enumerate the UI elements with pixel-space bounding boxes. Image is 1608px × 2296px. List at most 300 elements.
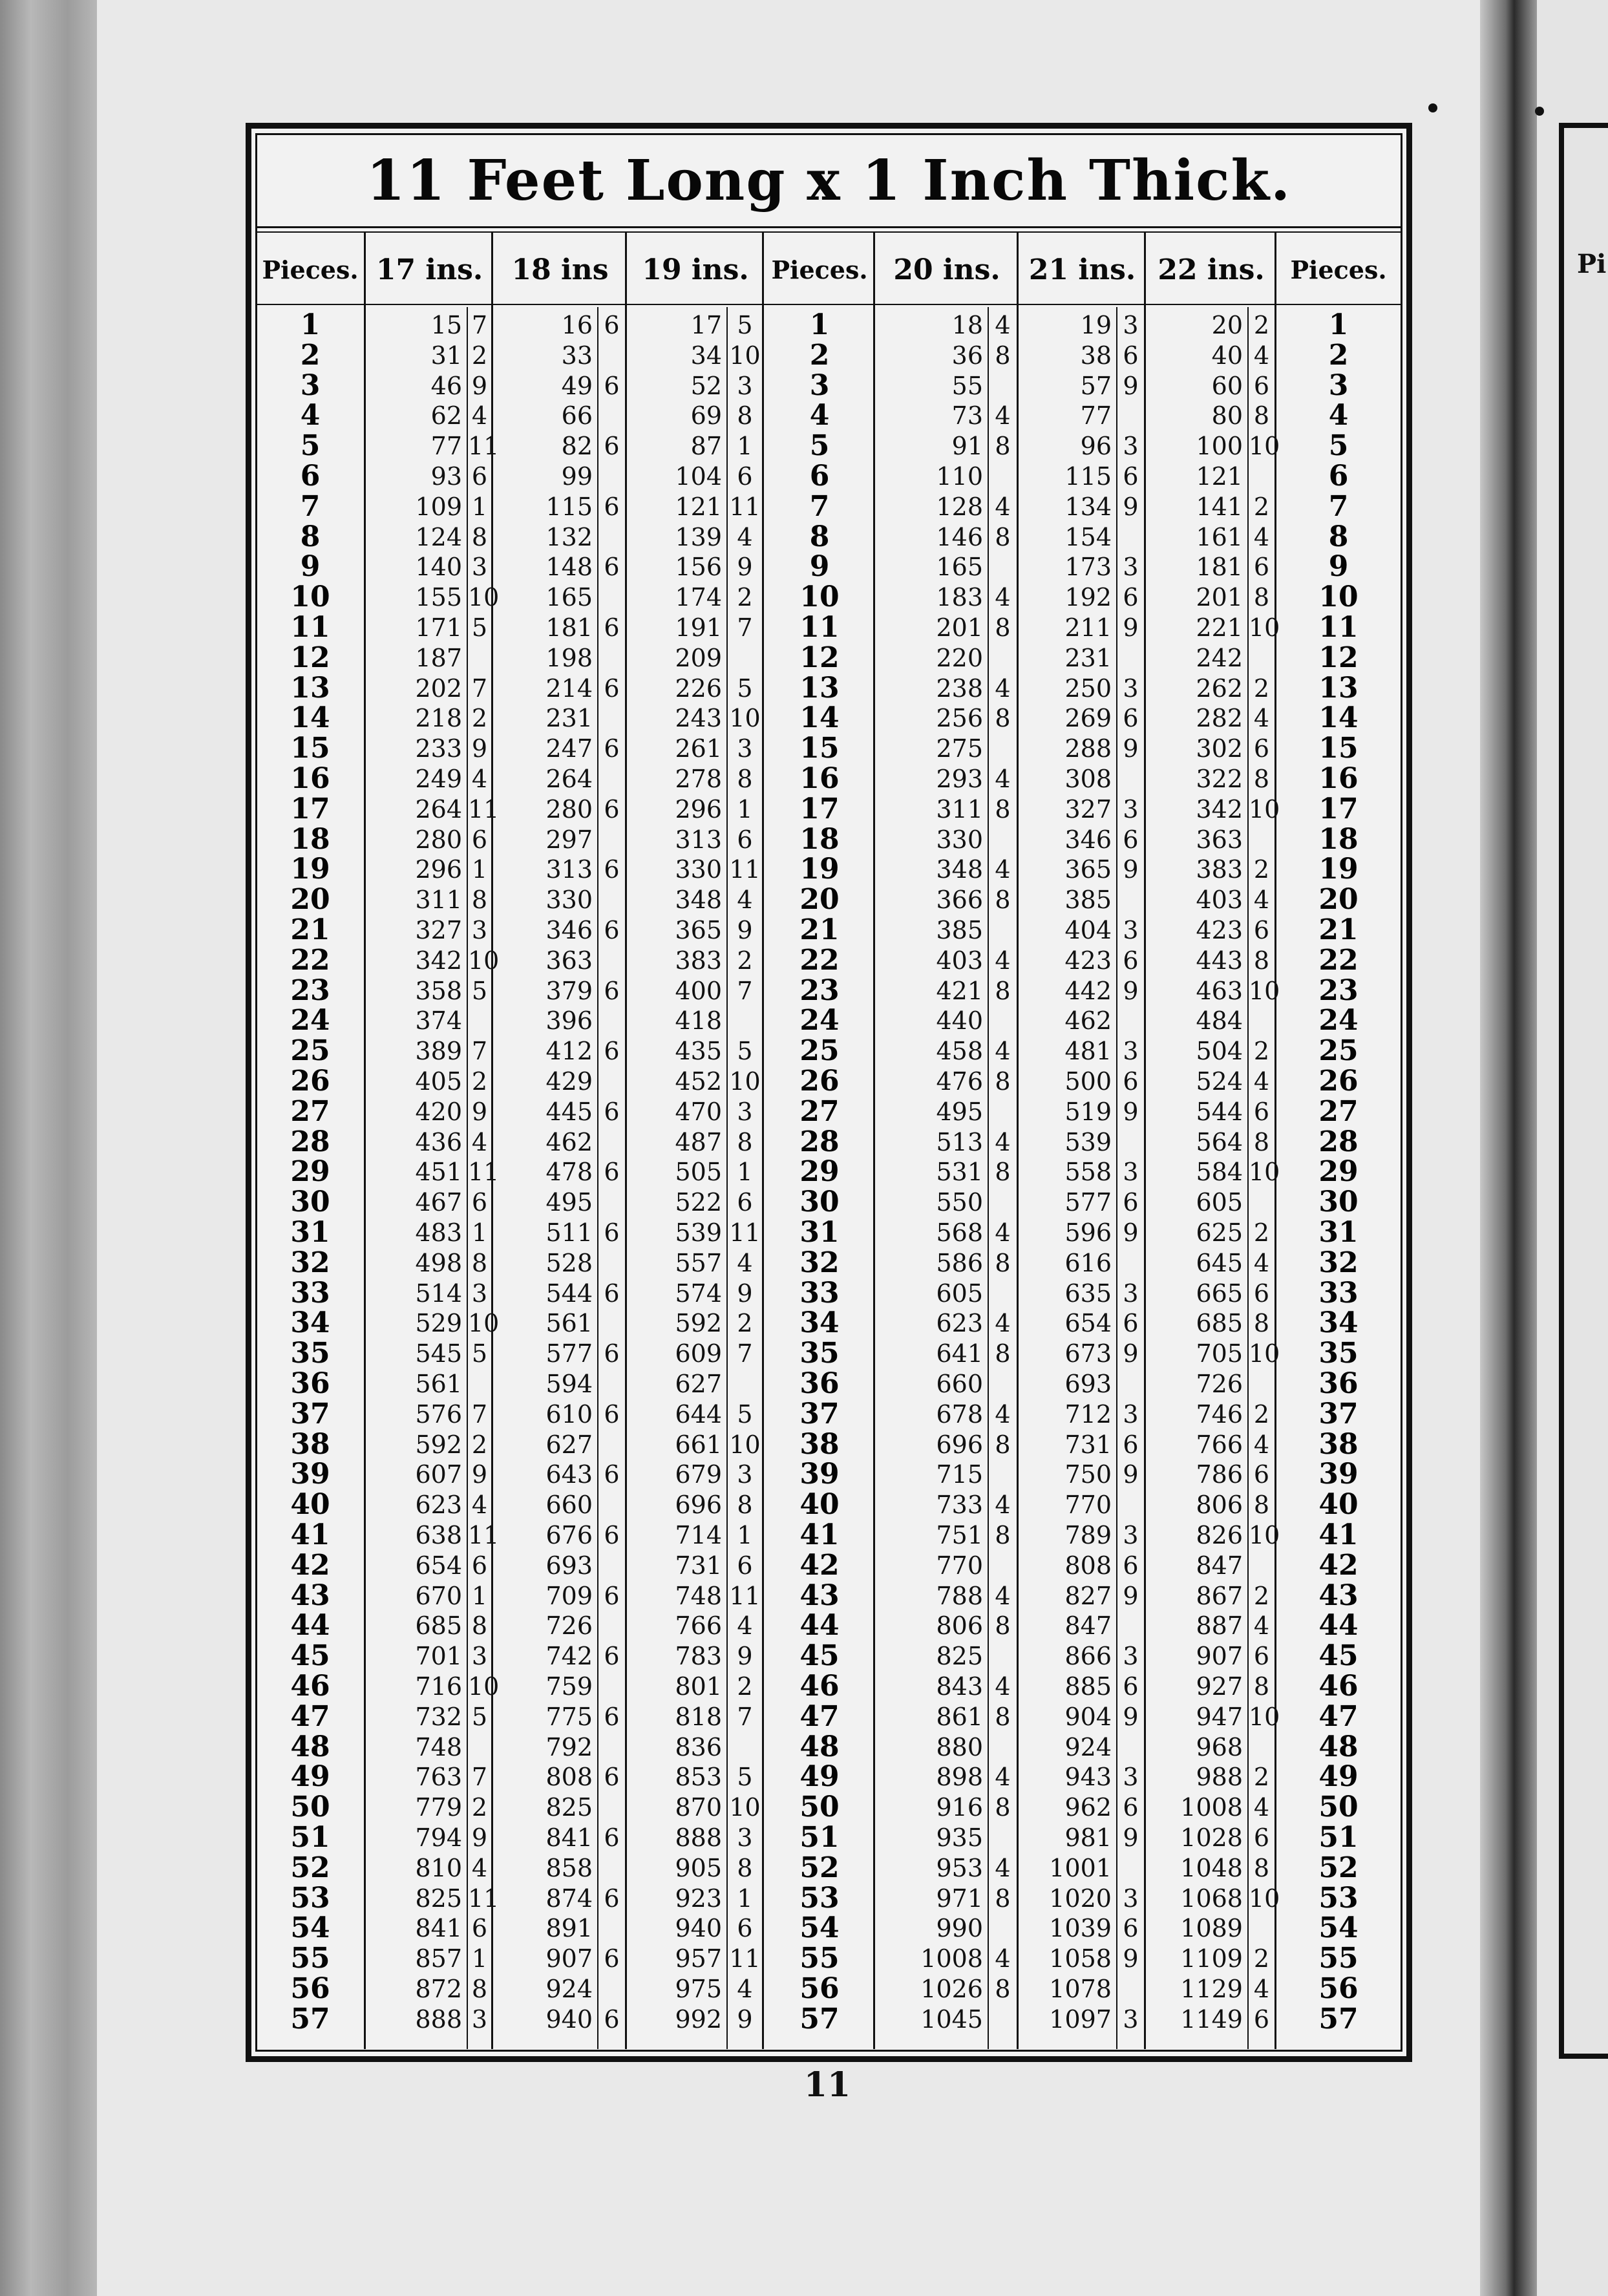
- cell-pieces-left: 36: [290, 1367, 330, 1400]
- cell-17in-feet: 46: [430, 371, 462, 400]
- cell-20in-feet: 568: [936, 1218, 983, 1247]
- cell-pieces-middle: 24: [799, 1004, 840, 1037]
- cell-18in-inches: 6: [604, 1158, 620, 1187]
- cell-21in-inches: 6: [1123, 462, 1139, 491]
- cell-22in-inches: 6: [1253, 1823, 1270, 1852]
- cell-21in-inches: 9: [1123, 1823, 1139, 1852]
- cell-21in-inches: 3: [1123, 1037, 1139, 1066]
- cell-pieces-left: 27: [290, 1094, 330, 1128]
- cell-pieces-right: 20: [1318, 883, 1359, 917]
- cell-pieces-right: 53: [1318, 1881, 1359, 1915]
- cell-17in-feet: 498: [415, 1248, 462, 1277]
- cell-pieces-right: 44: [1318, 1609, 1359, 1642]
- cell-20in-feet: 220: [936, 643, 983, 672]
- cell-pieces-right: 8: [1328, 520, 1349, 553]
- cell-20in-inches: 8: [995, 1702, 1011, 1731]
- cell-20in-feet: 678: [936, 1399, 983, 1429]
- cell-pieces-left: 9: [300, 550, 321, 584]
- cell-19in-inches: 8: [737, 1491, 753, 1520]
- cell-17in-inches: 11: [468, 794, 500, 824]
- cell-18in-inches: 6: [604, 1702, 620, 1731]
- cell-21in-feet: 346: [1064, 825, 1112, 854]
- cell-pieces-middle: 28: [799, 1125, 840, 1158]
- cell-pieces-middle: 5: [809, 429, 830, 463]
- table-row: [0, 1460, 1608, 1490]
- cell-pieces-middle: 21: [799, 913, 840, 946]
- cell-22in-feet: 282: [1196, 704, 1243, 733]
- cell-pieces-left: 51: [290, 1821, 330, 1854]
- cell-21in-inches: 3: [1123, 1399, 1139, 1429]
- cell-20in-feet: 403: [936, 946, 983, 975]
- cell-21in-inches: 3: [1123, 311, 1139, 339]
- cell-pieces-right: 48: [1318, 1730, 1359, 1763]
- cell-pieces-middle: 43: [799, 1578, 840, 1612]
- cell-21in-feet: 866: [1064, 1642, 1112, 1671]
- cell-pieces-left: 43: [290, 1578, 330, 1612]
- cell-22in-inches: 10: [1249, 432, 1280, 461]
- cell-20in-inches: 8: [995, 1158, 1011, 1187]
- cell-pieces-middle: 18: [799, 822, 840, 856]
- cell-22in-feet: 504: [1196, 1037, 1243, 1066]
- cell-pieces-middle: 50: [799, 1791, 840, 1824]
- cell-21in-inches: 9: [1123, 1339, 1139, 1368]
- cell-pieces-middle: 3: [809, 368, 830, 402]
- cell-pieces-middle: 12: [799, 641, 840, 674]
- cell-17in-inches: 8: [471, 1248, 488, 1277]
- cell-22in-inches: 10: [1249, 794, 1280, 824]
- cell-20in-feet: 751: [936, 1521, 983, 1549]
- table-row: [0, 973, 1608, 1007]
- cell-17in-inches: 1: [471, 855, 488, 884]
- cell-20in-feet: 971: [936, 1884, 983, 1913]
- cell-17in-feet: 389: [415, 1037, 462, 1066]
- cell-pieces-right: 10: [1318, 580, 1359, 614]
- cell-17in-inches: 3: [471, 916, 488, 944]
- cell-18in-inches: 6: [604, 916, 620, 944]
- cell-pieces-left: 19: [290, 853, 330, 886]
- cell-18in-inches: 6: [604, 855, 620, 884]
- cell-18in-inches: 6: [604, 674, 620, 703]
- cell-17in-feet: 794: [415, 1823, 462, 1852]
- cell-22in-inches: 4: [1253, 704, 1270, 733]
- cell-21in-feet: 962: [1064, 1793, 1112, 1822]
- cell-17in-inches: 4: [471, 1853, 488, 1882]
- cell-17in-feet: 420: [415, 1097, 462, 1126]
- cell-19in-inches: 5: [737, 1763, 753, 1792]
- cell-21in-feet: 115: [1064, 462, 1112, 491]
- cell-pieces-left: 3: [300, 368, 321, 402]
- cell-19in-feet: 836: [675, 1732, 722, 1761]
- cell-17in-inches: 2: [471, 704, 488, 733]
- cell-pieces-middle: 16: [799, 762, 840, 795]
- cell-19in-inches: 10: [729, 704, 761, 733]
- cell-17in-feet: 561: [415, 1370, 462, 1398]
- cell-18in-feet: 66: [561, 401, 593, 430]
- cell-pieces-middle: 1: [809, 308, 830, 341]
- cell-22in-inches: 4: [1253, 522, 1270, 551]
- cell-22in-feet: 80: [1211, 401, 1243, 430]
- cell-22in-inches: 8: [1253, 1127, 1270, 1156]
- cell-pieces-left: 30: [290, 1185, 330, 1219]
- cell-18in-feet: 792: [545, 1732, 593, 1761]
- table-row: [0, 822, 1608, 856]
- cell-pieces-middle: 7: [809, 489, 830, 523]
- cell-20in-inches: 4: [995, 1309, 1011, 1338]
- cell-18in-inches: 6: [604, 311, 620, 339]
- cell-17in-inches: 5: [471, 1339, 488, 1368]
- cell-18in-inches: 6: [604, 613, 620, 642]
- cell-18in-feet: 544: [545, 1279, 593, 1308]
- cell-20in-inches: 4: [995, 1853, 1011, 1882]
- cell-19in-feet: 783: [675, 1642, 722, 1671]
- cell-22in-feet: 907: [1196, 1642, 1243, 1671]
- cell-pieces-left: 41: [290, 1518, 330, 1551]
- cell-19in-inches: 11: [729, 1218, 761, 1247]
- cell-pieces-left: 56: [290, 1972, 330, 2005]
- cell-20in-inches: 8: [995, 1521, 1011, 1549]
- cell-17in-inches: 9: [471, 1097, 488, 1126]
- cell-17in-inches: 4: [471, 765, 488, 793]
- cell-17in-feet: 187: [415, 643, 462, 672]
- cell-18in-feet: 759: [545, 1672, 593, 1701]
- cell-17in-inches: 9: [471, 734, 488, 763]
- cell-21in-feet: 789: [1064, 1521, 1112, 1549]
- cell-20in-feet: 440: [936, 1006, 983, 1036]
- ink-speck: [1428, 103, 1437, 112]
- cell-21in-inches: 9: [1123, 1218, 1139, 1247]
- cell-18in-feet: 99: [561, 462, 593, 491]
- cell-17in-feet: 327: [415, 916, 462, 944]
- cell-22in-inches: 4: [1253, 1975, 1270, 2003]
- table-row: [0, 1520, 1608, 1551]
- table-row: [0, 1699, 1608, 1733]
- cell-18in-inches: 6: [604, 553, 620, 582]
- cell-18in-inches: 6: [604, 492, 620, 521]
- cell-pieces-middle: 56: [799, 1972, 840, 2005]
- cell-17in-feet: 857: [415, 1944, 462, 1973]
- cell-pieces-right: 25: [1318, 1034, 1359, 1068]
- cell-21in-feet: 1078: [1049, 1975, 1112, 2003]
- cell-22in-inches: 2: [1253, 492, 1270, 521]
- cell-20in-inches: 4: [995, 311, 1011, 339]
- cell-pieces-middle: 48: [799, 1730, 840, 1763]
- cell-21in-inches: 3: [1123, 432, 1139, 461]
- cell-18in-feet: 907: [545, 1944, 593, 1973]
- cell-pieces-right: 43: [1318, 1578, 1359, 1612]
- cell-19in-feet: 365: [675, 916, 722, 944]
- cell-17in-inches: 4: [471, 401, 488, 430]
- cell-19in-inches: 9: [737, 916, 753, 944]
- cell-21in-feet: 827: [1064, 1581, 1112, 1610]
- cell-20in-feet: 348: [936, 855, 983, 884]
- cell-pieces-right: 55: [1318, 1942, 1359, 1975]
- cell-22in-inches: 4: [1253, 1793, 1270, 1822]
- cell-18in-feet: 891: [545, 1914, 593, 1943]
- cell-22in-feet: 141: [1196, 492, 1243, 521]
- cell-20in-inches: 4: [995, 583, 1011, 612]
- cell-17in-feet: 467: [415, 1188, 462, 1217]
- cell-18in-feet: 429: [545, 1067, 593, 1096]
- cell-17in-feet: 607: [415, 1460, 462, 1489]
- cell-18in-inches: 6: [604, 1097, 620, 1126]
- cell-21in-inches: 9: [1123, 1702, 1139, 1731]
- cell-22in-inches: 6: [1253, 1460, 1270, 1489]
- cell-pieces-middle: 46: [799, 1670, 840, 1703]
- cell-22in-inches: 6: [1253, 734, 1270, 763]
- cell-20in-feet: 311: [936, 794, 983, 824]
- cell-20in-feet: 531: [936, 1158, 983, 1187]
- cell-pieces-right: 18: [1318, 822, 1359, 856]
- cell-22in-inches: 2: [1253, 1037, 1270, 1066]
- cell-20in-feet: 953: [936, 1853, 983, 1882]
- title-rule-2: [255, 231, 1402, 233]
- cell-17in-feet: 529: [415, 1309, 462, 1338]
- cell-17in-inches: 2: [471, 341, 488, 370]
- cell-pieces-middle: 52: [799, 1851, 840, 1884]
- cell-17in-feet: 514: [415, 1279, 462, 1308]
- cell-17in-inches: 7: [471, 674, 488, 703]
- cell-19in-feet: 505: [675, 1158, 722, 1187]
- cell-22in-feet: 947: [1196, 1702, 1243, 1731]
- cell-pieces-middle: 31: [799, 1216, 840, 1249]
- cell-20in-feet: 513: [936, 1127, 983, 1156]
- cell-20in-inches: 8: [995, 1975, 1011, 2003]
- cell-22in-inches: 2: [1253, 1218, 1270, 1247]
- cell-17in-feet: 249: [415, 765, 462, 793]
- cell-19in-feet: 870: [675, 1793, 722, 1822]
- cell-18in-feet: 49: [561, 371, 593, 400]
- cell-19in-inches: 11: [729, 855, 761, 884]
- cell-pieces-middle: 53: [799, 1881, 840, 1915]
- table-row: [0, 1187, 1608, 1218]
- cell-21in-inches: 9: [1123, 1944, 1139, 1973]
- cell-17in-feet: 233: [415, 734, 462, 763]
- cell-18in-feet: 693: [545, 1551, 593, 1580]
- cell-pieces-left: 25: [290, 1034, 330, 1068]
- cell-pieces-left: 26: [290, 1065, 330, 1098]
- cell-20in-inches: 8: [995, 886, 1011, 915]
- cell-17in-feet: 15: [430, 311, 462, 339]
- cell-19in-inches: 7: [737, 1702, 753, 1731]
- cell-22in-inches: 2: [1253, 855, 1270, 884]
- cell-19in-feet: 313: [675, 825, 722, 854]
- cell-17in-inches: 5: [471, 1702, 488, 1731]
- cell-22in-inches: 10: [1249, 1158, 1280, 1187]
- cell-pieces-middle: 2: [809, 338, 830, 372]
- cell-pieces-left: 34: [290, 1306, 330, 1340]
- cell-20in-feet: 935: [936, 1823, 983, 1852]
- cell-22in-inches: 10: [1249, 1702, 1280, 1731]
- cell-22in-feet: 705: [1196, 1339, 1243, 1368]
- cell-22in-inches: 4: [1253, 886, 1270, 915]
- cell-pieces-right: 14: [1318, 701, 1359, 735]
- cell-19in-feet: 888: [675, 1823, 722, 1852]
- cell-21in-feet: 134: [1064, 492, 1112, 521]
- cell-17in-feet: 483: [415, 1218, 462, 1247]
- table-row: [0, 1369, 1608, 1399]
- cell-pieces-left: 23: [290, 973, 330, 1007]
- cell-21in-feet: 96: [1080, 432, 1112, 461]
- cell-19in-feet: 766: [675, 1611, 722, 1641]
- cell-17in-inches: 1: [471, 1944, 488, 1973]
- cell-19in-inches: 1: [737, 1521, 753, 1549]
- cell-22in-inches: 6: [1253, 1097, 1270, 1126]
- cell-17in-inches: 11: [468, 1884, 500, 1913]
- cell-17in-feet: 779: [415, 1793, 462, 1822]
- cell-pieces-left: 21: [290, 913, 330, 946]
- cell-19in-feet: 226: [675, 674, 722, 703]
- cell-17in-inches: 6: [471, 1188, 488, 1217]
- cell-17in-feet: 155: [415, 583, 462, 612]
- cell-19in-feet: 940: [675, 1914, 722, 1943]
- cell-17in-inches: 10: [468, 1309, 500, 1338]
- cell-20in-feet: 36: [951, 341, 983, 370]
- cell-22in-feet: 867: [1196, 1581, 1243, 1610]
- cell-22in-inches: 8: [1253, 583, 1270, 612]
- cell-20in-feet: 18: [951, 311, 983, 339]
- cell-17in-inches: 6: [471, 462, 488, 491]
- cell-21in-feet: 250: [1064, 674, 1112, 703]
- table-row: [0, 915, 1608, 946]
- cell-pieces-left: 45: [290, 1639, 330, 1673]
- cell-21in-feet: 577: [1064, 1188, 1112, 1217]
- cell-21in-inches: 9: [1123, 1097, 1139, 1126]
- cell-pieces-middle: 40: [799, 1488, 840, 1522]
- cell-19in-inches: 9: [737, 1642, 753, 1671]
- cell-22in-inches: 8: [1253, 765, 1270, 793]
- cell-22in-feet: 625: [1196, 1218, 1243, 1247]
- cell-20in-feet: 330: [936, 825, 983, 854]
- cell-pieces-middle: 37: [799, 1397, 840, 1430]
- cell-19in-feet: 87: [690, 432, 722, 461]
- table-row: [0, 1762, 1608, 1792]
- cell-pieces-left: 18: [290, 822, 330, 856]
- cell-pieces-right: 52: [1318, 1851, 1359, 1884]
- cell-pieces-left: 29: [290, 1155, 330, 1189]
- table-row: [0, 1218, 1608, 1248]
- cell-pieces-middle: 6: [809, 460, 830, 493]
- next-page-header-fragment: Pi: [1577, 249, 1607, 279]
- cell-pieces-right: 40: [1318, 1488, 1359, 1522]
- cell-pieces-left: 1: [300, 308, 321, 341]
- cell-21in-feet: 904: [1064, 1702, 1112, 1731]
- cell-17in-feet: 93: [430, 462, 462, 491]
- cell-18in-inches: 6: [604, 1581, 620, 1610]
- cell-20in-feet: 238: [936, 674, 983, 703]
- cell-22in-inches: 6: [1253, 1642, 1270, 1671]
- cell-22in-feet: 423: [1196, 916, 1243, 944]
- cell-pieces-middle: 42: [799, 1548, 840, 1582]
- cell-17in-feet: 311: [415, 886, 462, 915]
- cell-19in-inches: 6: [737, 1188, 753, 1217]
- cell-20in-feet: 91: [951, 432, 983, 461]
- cell-19in-inches: 3: [737, 371, 753, 400]
- cell-17in-inches: 10: [468, 1672, 500, 1701]
- cell-20in-feet: 586: [936, 1248, 983, 1277]
- cell-19in-feet: 801: [675, 1672, 722, 1701]
- cell-19in-feet: 714: [675, 1521, 722, 1549]
- cell-21in-feet: 539: [1064, 1127, 1112, 1156]
- cell-19in-feet: 923: [675, 1884, 722, 1913]
- cell-22in-feet: 463: [1196, 976, 1243, 1005]
- cell-21in-inches: 9: [1123, 492, 1139, 521]
- cell-17in-feet: 109: [415, 492, 462, 521]
- cell-20in-inches: 4: [995, 946, 1011, 975]
- cell-22in-feet: 262: [1196, 674, 1243, 703]
- cell-21in-feet: 231: [1064, 643, 1112, 672]
- cell-22in-feet: 100: [1196, 432, 1243, 461]
- cell-19in-inches: 1: [737, 794, 753, 824]
- cell-17in-feet: 716: [415, 1672, 462, 1701]
- cell-22in-feet: 927: [1196, 1672, 1243, 1701]
- cell-22in-inches: 2: [1253, 1581, 1270, 1610]
- cell-20in-inches: 8: [995, 794, 1011, 824]
- cell-19in-feet: 261: [675, 734, 722, 763]
- cell-pieces-middle: 9: [809, 550, 830, 584]
- cell-17in-feet: 701: [415, 1642, 462, 1671]
- cell-pieces-left: 24: [290, 1004, 330, 1037]
- cell-18in-inches: 6: [604, 1037, 620, 1066]
- cell-17in-feet: 670: [415, 1581, 462, 1610]
- cell-18in-inches: 6: [604, 1884, 620, 1913]
- table-row: [0, 1490, 1608, 1520]
- cell-pieces-left: 35: [290, 1337, 330, 1370]
- cell-19in-feet: 418: [675, 1006, 722, 1036]
- cell-17in-feet: 451: [415, 1158, 462, 1187]
- cell-pieces-left: 8: [300, 520, 321, 553]
- cell-18in-feet: 396: [545, 1006, 593, 1036]
- cell-19in-feet: 296: [675, 794, 722, 824]
- cell-22in-feet: 524: [1196, 1067, 1243, 1096]
- cell-pieces-right: 51: [1318, 1821, 1359, 1854]
- cell-19in-feet: 34: [690, 341, 722, 370]
- cell-18in-inches: 6: [604, 371, 620, 400]
- cell-pieces-middle: 11: [799, 611, 840, 644]
- cell-17in-feet: 654: [415, 1551, 462, 1580]
- cell-18in-feet: 594: [545, 1370, 593, 1398]
- cell-22in-feet: 20: [1211, 311, 1243, 339]
- cell-20in-feet: 128: [936, 492, 983, 521]
- cell-21in-feet: 885: [1064, 1672, 1112, 1701]
- cell-22in-inches: 4: [1253, 1611, 1270, 1641]
- cell-19in-inches: 10: [729, 1430, 761, 1459]
- cell-17in-feet: 576: [415, 1399, 462, 1429]
- cell-20in-inches: 4: [995, 1763, 1011, 1792]
- cell-18in-feet: 841: [545, 1823, 593, 1852]
- cell-19in-inches: 6: [737, 1914, 753, 1943]
- cell-pieces-left: 11: [290, 611, 330, 644]
- cell-17in-feet: 825: [415, 1884, 462, 1913]
- cell-19in-inches: 1: [737, 1158, 753, 1187]
- cell-18in-feet: 874: [545, 1884, 593, 1913]
- cell-22in-inches: 2: [1253, 1399, 1270, 1429]
- cell-19in-inches: 8: [737, 1127, 753, 1156]
- cell-18in-feet: 495: [545, 1188, 593, 1217]
- page-number: 11: [803, 2065, 851, 2105]
- cell-pieces-right: 39: [1318, 1458, 1359, 1491]
- cell-20in-inches: 4: [995, 1127, 1011, 1156]
- table-row: [0, 1276, 1608, 1310]
- cell-22in-feet: 242: [1196, 643, 1243, 672]
- cell-pieces-right: 31: [1318, 1216, 1359, 1249]
- cell-pieces-right: 37: [1318, 1397, 1359, 1430]
- cell-17in-feet: 872: [415, 1975, 462, 2003]
- table-row: [0, 1127, 1608, 1158]
- cell-22in-inches: 8: [1253, 946, 1270, 975]
- cell-17in-feet: 436: [415, 1127, 462, 1156]
- cell-17in-feet: 264: [415, 794, 462, 824]
- table-row: [0, 431, 1608, 462]
